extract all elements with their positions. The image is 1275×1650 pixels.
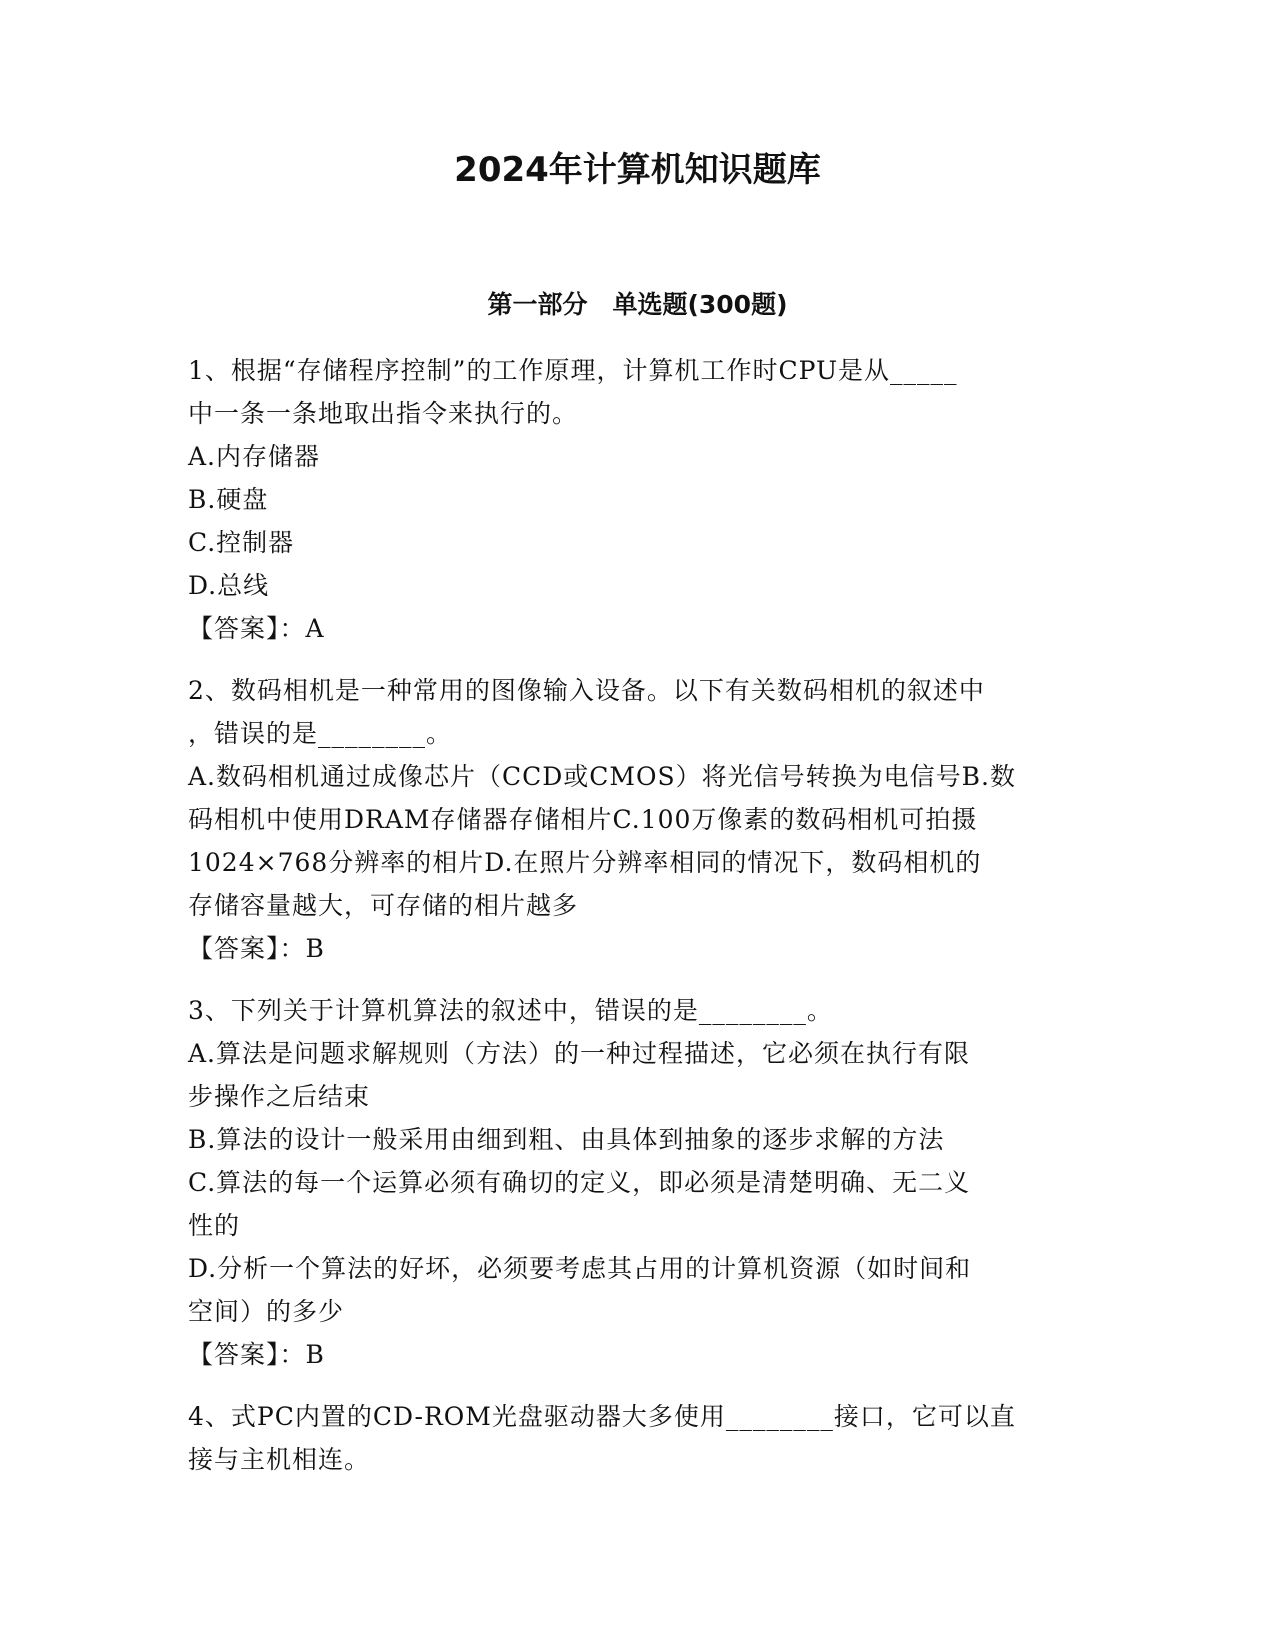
option-b: B.硬盘 xyxy=(188,485,269,514)
option-d-continued: 空间）的多少 xyxy=(188,1297,345,1326)
option-c: C.控制器 xyxy=(188,528,295,557)
answer-line: 【答案】：B xyxy=(188,1340,325,1369)
question-stem-line: 中一条一条地取出指令来执行的。 xyxy=(188,399,579,428)
question-4 xyxy=(188,1395,1068,1481)
option-line: 存储容量越大，可存储的相片越多 xyxy=(188,891,579,920)
section-title: 第一部分 单选题(300题) xyxy=(487,290,788,319)
question-2 xyxy=(188,669,1068,970)
option-d: D.总线 xyxy=(188,571,270,600)
question-stem-line: 1、根据“存储程序控制”的工作原理，计算机工作时CPU是从_____ xyxy=(188,356,958,385)
option-line: A.数码相机通过成像芯片（CCD或CMOS）将光信号转换为电信号B.数 xyxy=(188,762,1016,791)
question-stem-line: 接与主机相连。 xyxy=(188,1445,371,1474)
answer-line: 【答案】：B xyxy=(188,934,325,963)
question-stem-line: 3、下列关于计算机算法的叙述中，错误的是________。 xyxy=(188,996,833,1025)
question-stem-line: 2、数码相机是一种常用的图像输入设备。以下有关数码相机的叙述中 xyxy=(188,676,985,705)
option-line: 1024×768分辨率的相片D.在照片分辨率相同的情况下，数码相机的 xyxy=(188,848,982,877)
option-d: D.分析一个算法的好坏，必须要考虑其占用的计算机资源（如时间和 xyxy=(188,1254,972,1283)
question-stem-line: 4、式PC内置的CD-ROM光盘驱动器大多使用________接口，它可以直 xyxy=(188,1402,1016,1431)
option-c: C.算法的每一个运算必须有确切的定义，即必须是清楚明确、无二义 xyxy=(188,1168,971,1197)
answer-line: 【答案】：A xyxy=(188,614,325,643)
option-a: A.算法是问题求解规则（方法）的一种过程描述，它必须在执行有限 xyxy=(188,1039,971,1068)
question-stem-line: ，错误的是________。 xyxy=(188,719,453,748)
question-list xyxy=(188,349,1068,1500)
document-title: 2024年计算机知识题库 xyxy=(454,150,821,190)
question-3 xyxy=(188,989,1068,1376)
option-c-continued: 性的 xyxy=(188,1211,241,1240)
option-line: 码相机中使用DRAM存储器存储相片C.100万像素的数码相机可拍摄 xyxy=(188,805,978,834)
option-a: A.内存储器 xyxy=(188,442,321,471)
option-a-continued: 步操作之后结束 xyxy=(188,1082,371,1111)
option-b: B.算法的设计一般采用由细到粗、由具体到抽象的逐步求解的方法 xyxy=(188,1125,945,1154)
question-1 xyxy=(188,349,1068,650)
